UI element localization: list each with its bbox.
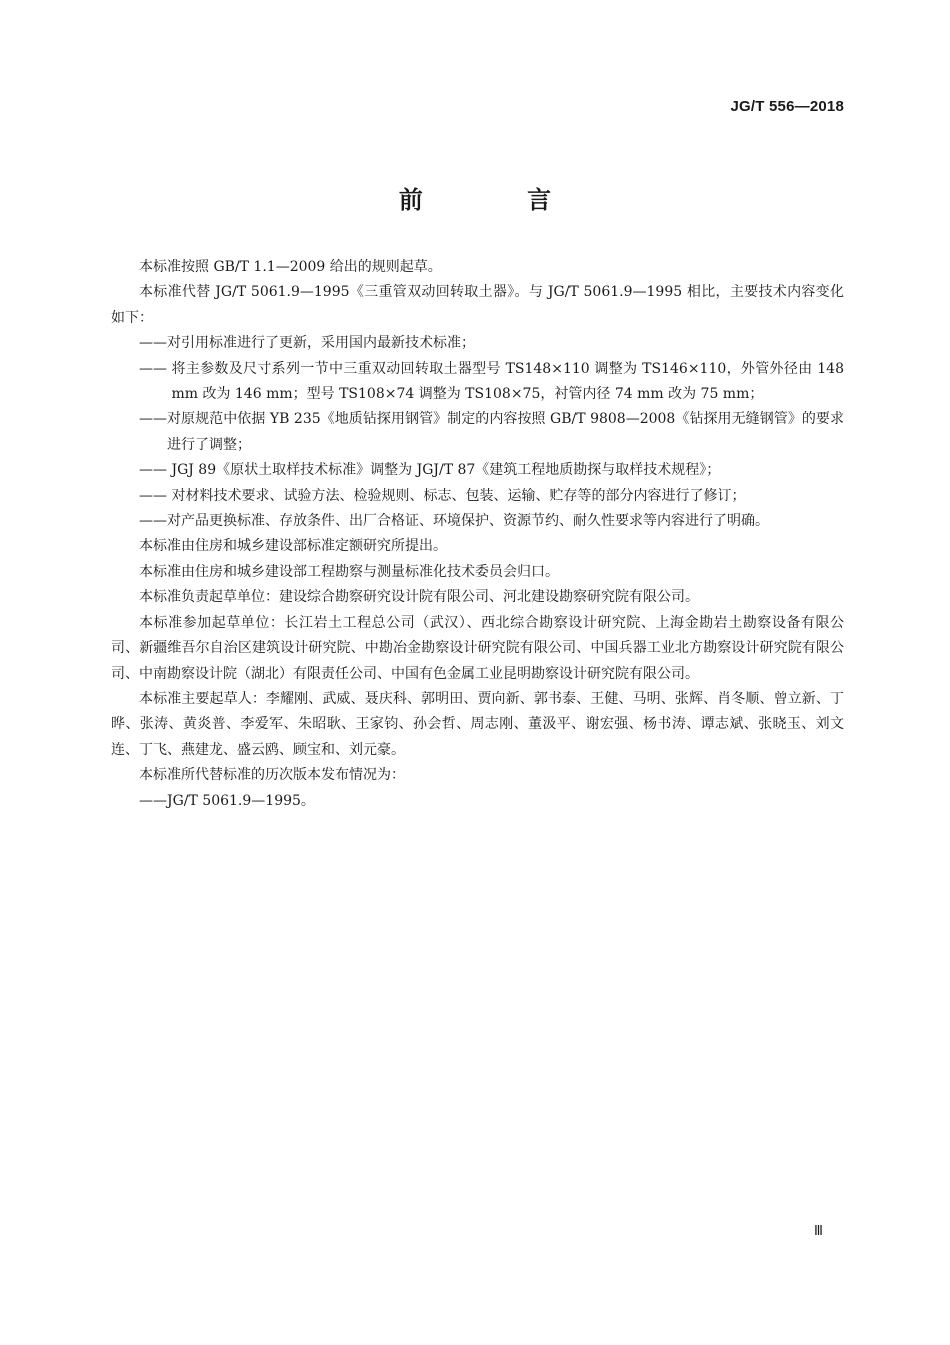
preface-body bbox=[111, 255, 844, 814]
paragraph-responsible-drafters: 本标准负责起草单位：建设综合勘察研究设计院有限公司、河北建设勘察研究院有限公司。 bbox=[139, 589, 699, 606]
list-dash: —— bbox=[139, 513, 167, 530]
paragraph-committee: 本标准由住房和城乡建设部工程勘察与测量标准化技术委员会归口。 bbox=[139, 563, 559, 580]
paragraph-history-intro: 本标准所代替标准的历次版本发布情况为： bbox=[139, 767, 405, 784]
list-item bbox=[111, 357, 844, 408]
list-item bbox=[111, 509, 844, 534]
list-item-text: 将主参数及尺寸系列一节中三重双动回转取土器型号 TS148×110 调整为 TS146×110，外管外径由 148 mm 改为 146 mm；型号 TS108×74 调整为 TS108×75，衬管内径 74 mm 改为 75 mm； bbox=[171, 360, 844, 403]
history-item-text: JG/T 5061.9—1995。 bbox=[167, 792, 315, 809]
list-dash: —— bbox=[139, 335, 167, 352]
list-item-text: 对原规范中依据 YB 235《地质钻探用钢管》制定的内容按照 GB/T 9808—2008《钻探用无缝钢管》的要求进行了调整； bbox=[167, 411, 844, 453]
list-item bbox=[111, 407, 844, 458]
page-title: 前 言 bbox=[398, 186, 600, 214]
paragraph-main-drafters: 本标准主要起草人：李耀刚、武威、聂庆科、郭明田、贾向新、郭书泰、王健、马明、张辉、肖冬顺、曾立新、丁晔、张涛、黄炎普、李爱军、朱昭耿、王家钧、孙会哲、周志刚、董汲平、谢宏强、杨书涛、谭志斌、张晓玉、刘文连、丁飞、燕建龙、盛云鸥、顾宝和、刘元豪。 bbox=[111, 690, 844, 758]
paragraph-proposer: 本标准由住房和城乡建设部标准定额研究所提出。 bbox=[139, 538, 447, 555]
list-item-text: 对材料技术要求、试验方法、检验规则、标志、包装、运输、贮存等的部分内容进行了修订； bbox=[171, 487, 746, 504]
list-item bbox=[111, 484, 844, 509]
list-item-text: 对产品更换标准、存放条件、出厂合格证、环境保护、资源节约、耐久性要求等内容进行了明确。 bbox=[167, 513, 769, 530]
paragraph-drafting-rules: 本标准按照 GB/T 1.1—2009 给出的规则起草。 bbox=[139, 259, 442, 275]
list-dash: —— bbox=[139, 487, 172, 504]
list-dash: —— bbox=[139, 360, 172, 377]
history-item bbox=[111, 789, 844, 814]
list-dash: —— bbox=[139, 462, 172, 479]
list-dash: —— bbox=[139, 792, 167, 809]
page-number: Ⅲ bbox=[814, 1223, 823, 1238]
list-item-text: 对引用标准进行了更新，采用国内最新技术标准； bbox=[167, 335, 475, 352]
paragraph-replacement: 本标准代替 JG/T 5061.9—1995《三重管双动回转取土器》。与 JG/T 5061.9—1995 相比，主要技术内容变化如下： bbox=[111, 284, 844, 326]
list-item bbox=[111, 458, 844, 483]
list-dash: —— bbox=[139, 411, 167, 428]
list-item-text: JGJ 89《原状土取样技术标准》调整为 JGJ/T 87《建筑工程地质勘探与取样技术规程》； bbox=[171, 462, 721, 479]
list-item bbox=[111, 331, 844, 356]
paragraph-participating-drafters: 本标准参加起草单位：长江岩土工程总公司（武汉）、西北综合勘察设计研究院、上海金勘岩土勘察设备有限公司、新疆维吾尔自治区建筑设计研究院、中勘冶金勘察设计研究院有限公司、中国兵器工业北方勘察设计研究院有限公司、中南勘察设计院（湖北）有限责任公司、中国有色金属工业昆明勘察设计研究院有限公司。 bbox=[111, 614, 844, 682]
standard-code: JG/T 556—2018 bbox=[730, 98, 844, 115]
